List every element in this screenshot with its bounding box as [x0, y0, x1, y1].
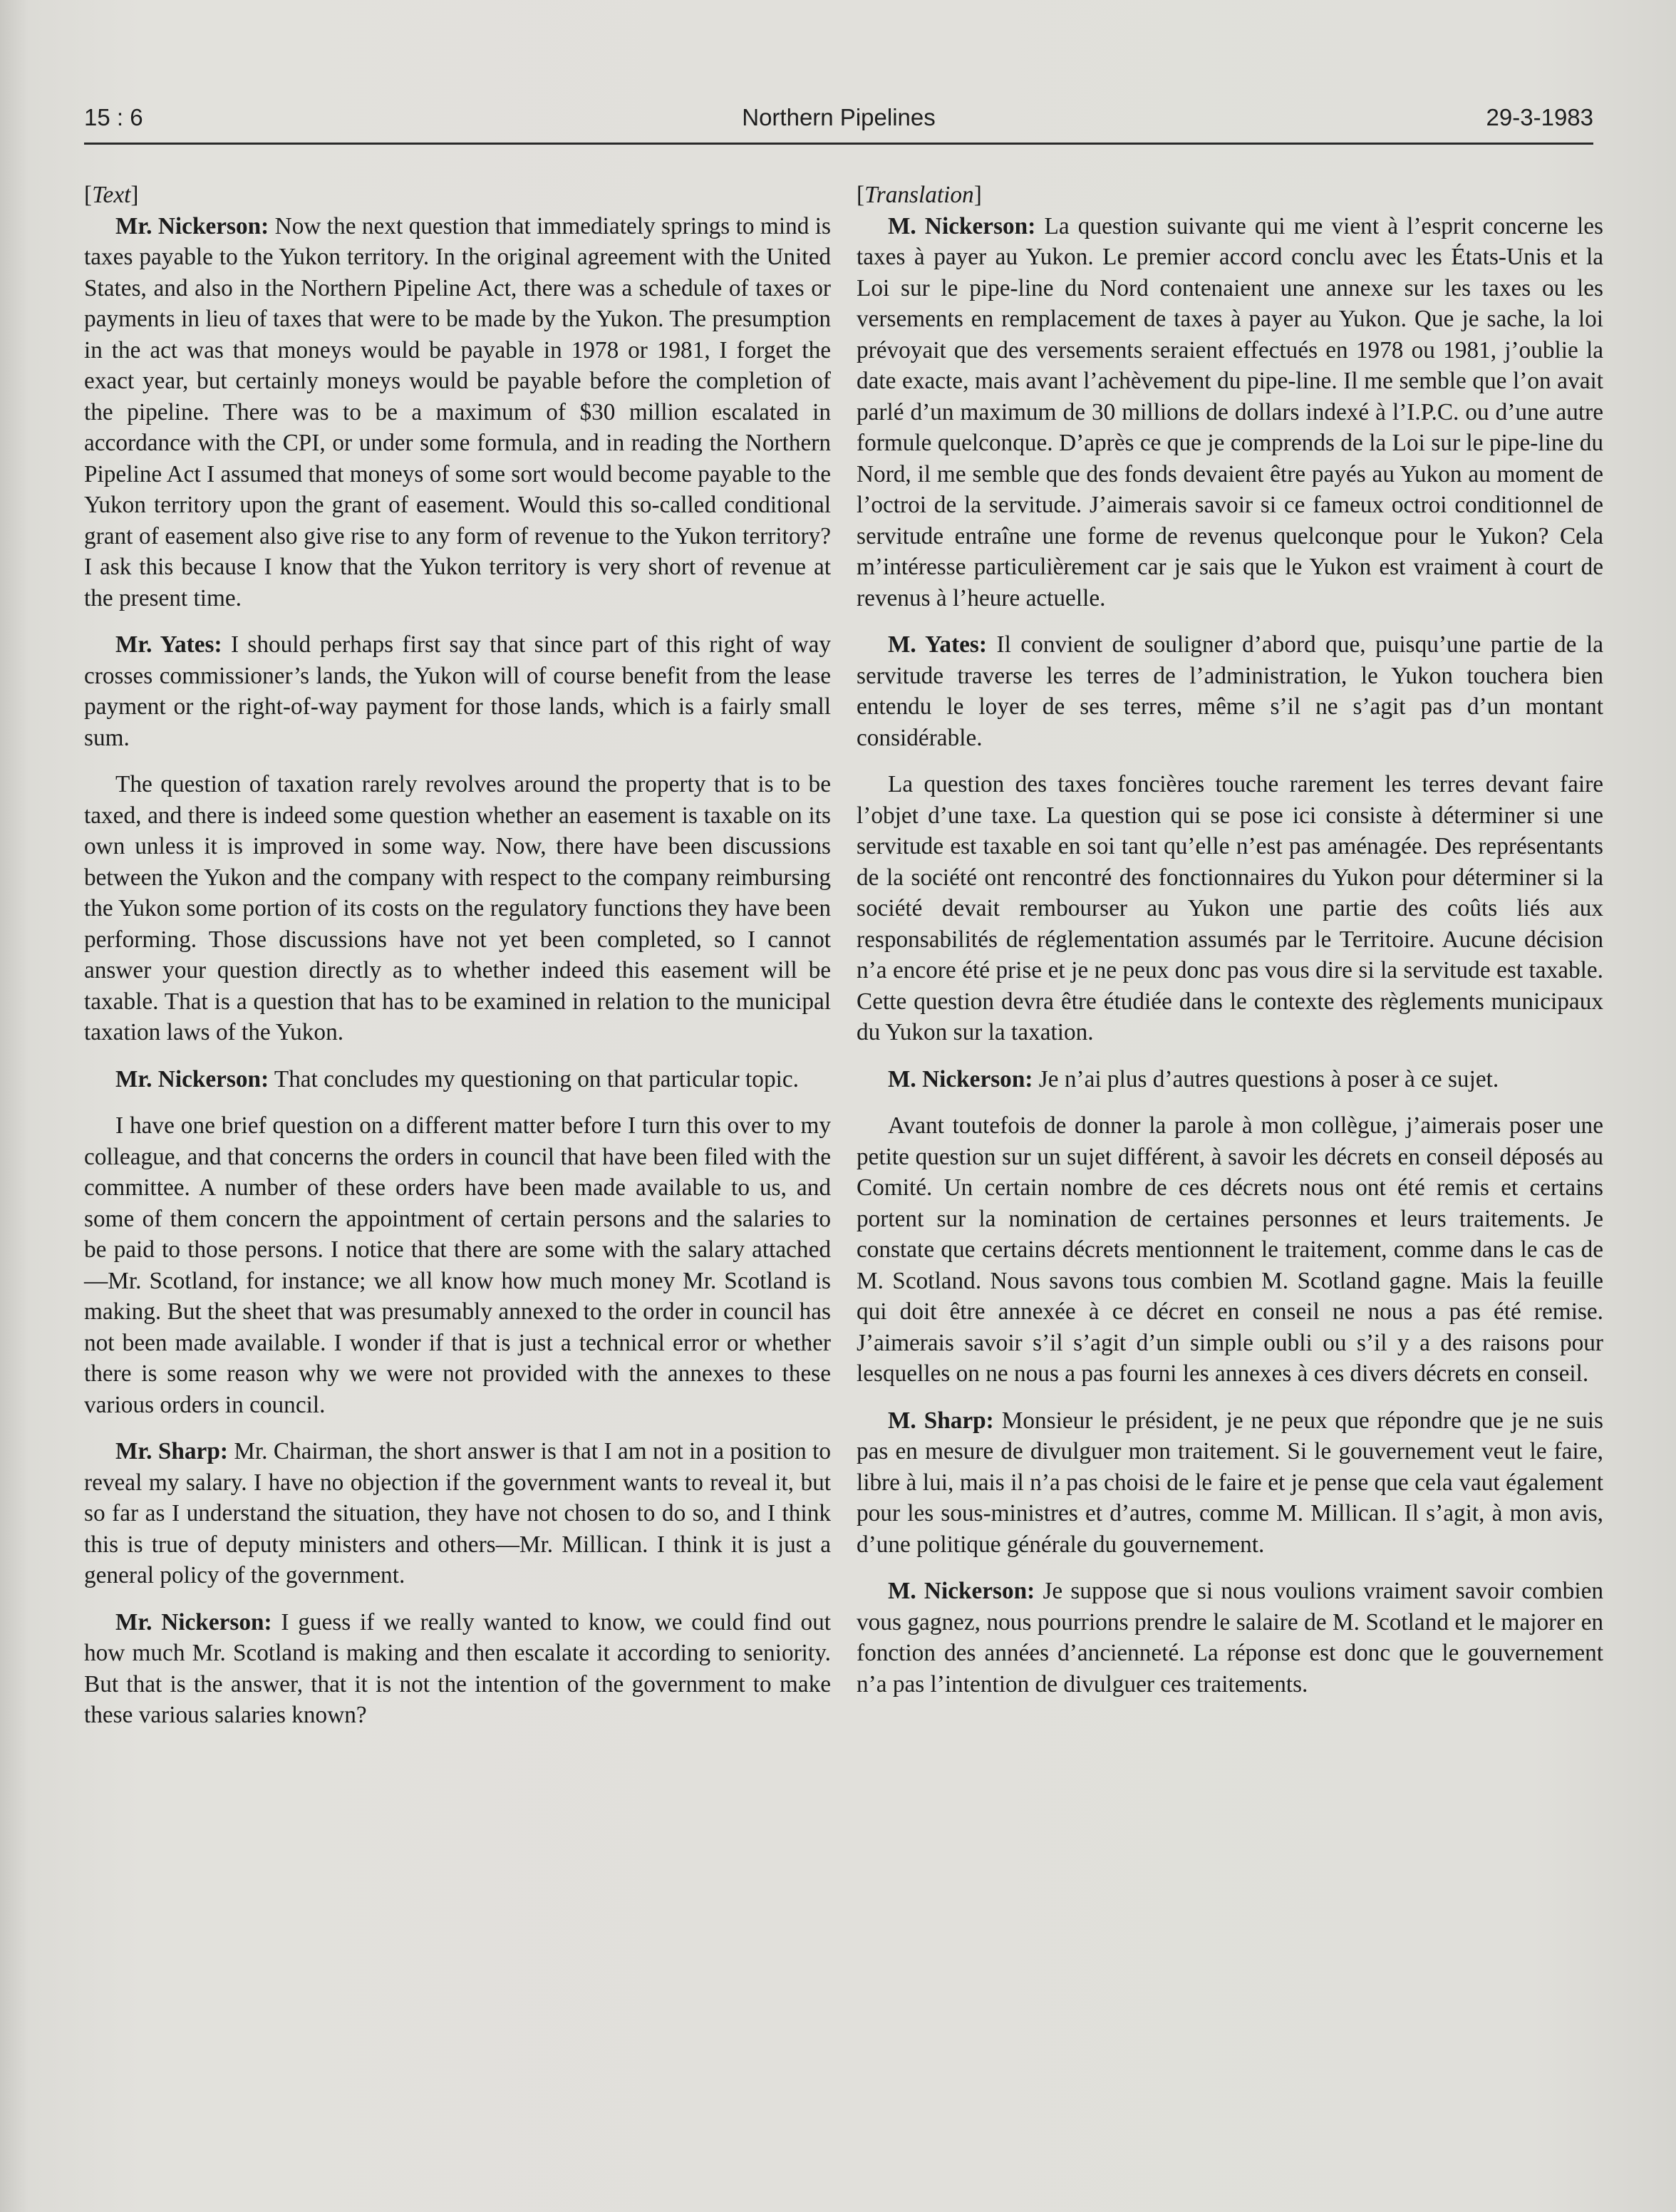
- paragraph-text: That concludes my questioning on that particular topic.: [274, 1065, 799, 1092]
- paragraph-text: I guess if we really wanted to know, we could find out how much Mr. Scotland is making and then escalate it according to seniority. But that is the answer, that it is not the intention of the government to make these various salaries known?: [84, 1608, 831, 1728]
- paragraph-text: Avant toutefois de donner la parole à mon collègue, j’aimerais poser une petite question sur un sujet différent, à savoir les décrets en conseil déposés au Comité. Un certain nombre de ces décrets nous ont été remis et certains portent sur la nomination de certaines personnes et leurs traitements. Je constate que certains décrets mentionnent le traitement, comme dans le cas de M. Scotland. Nous savons tous combien M. Scotland gagne. Mais la feuille qui doit être annexée à ce décret en conseil ne nous a pas été remise. J’aimerais savoir s’il s’agit d’un simple oubli ou s’il y a des raisons pour lesquelles on ne nous a pas fourni les annexes à ces divers décrets en conseil.: [857, 1112, 1603, 1387]
- column-label: [Text]: [84, 182, 139, 208]
- paragraph: [857, 1110, 1603, 1390]
- paragraph-text: Il convient de souligner d’abord que, puisqu’une partie de la servitude traverse les terres de l’administration, le Yukon touchera bien entendu le loyer de ses terres, même s’il ne s’agit pas d’un montant considérable.: [857, 631, 1603, 751]
- speaker-name: Mr. Nickerson:: [115, 212, 269, 239]
- speaker-name: Mr. Sharp:: [115, 1438, 228, 1464]
- column-label: [Translation]: [857, 182, 982, 208]
- speaker-name: M. Sharp:: [888, 1407, 994, 1434]
- speaker-name: M. Nickerson:: [888, 1578, 1035, 1604]
- paragraph: [84, 211, 831, 614]
- paragraph: [857, 1405, 1603, 1561]
- speaker-name: M. Yates:: [888, 631, 987, 658]
- english-column: [84, 180, 831, 1747]
- paragraph-text: The question of taxation rarely revolves around the property that is to be taxed, and there is indeed some question whether an easement is taxable on its own unless it is improved in some way. Now, there have been discussions between the Yukon and the company with respect to the company reimbursing the Yukon some portion of its costs on the regulatory functions they have been performing. Those discussions have not yet been completed, so I cannot answer your question directly as to whether indeed this easement will be taxable. That is a question that has to be examined in relation to the municipal taxation laws of the Yukon.: [84, 771, 831, 1045]
- paragraph-text: Je n’ai plus d’autres questions à poser à ce sujet.: [1038, 1065, 1499, 1092]
- paragraph: [84, 629, 831, 753]
- french-column: [857, 180, 1603, 1715]
- paragraph: [84, 1436, 831, 1591]
- speaker-name: Mr. Nickerson:: [115, 1608, 272, 1635]
- paragraph: [84, 769, 831, 1048]
- running-title: Northern Pipelines: [742, 104, 936, 130]
- paragraph-text: I have one brief question on a different matter before I turn this over to my colleague, and that concerns the orders in council that have been filed with the committee. A number of these orders have been made available to us, and some of them concern the appointment of certain persons and the salaries to be paid to those persons. I notice that there are some with the salary attached—Mr. Scotland, for instance; we all know how much money Mr. Scotland is making. But the sheet that was presumably annexed to the order in council has not been made available. I wonder if that is just a technical error or whether there is some reason why we were not provided with the annexes to these various orders in council.: [84, 1112, 831, 1418]
- speaker-name: M. Nickerson:: [888, 1065, 1033, 1092]
- paragraph-text: I should perhaps first say that since part of this right of way crosses commissioner’s lands, the Yukon will of course benefit from the lease payment or the right-of-way payment for those lands, which is a fairly small sum.: [84, 631, 832, 751]
- page-header: [84, 100, 1593, 145]
- page-number: 15 : 6: [84, 104, 143, 130]
- speaker-name: Mr. Nickerson:: [115, 1065, 269, 1092]
- speaker-name: M. Nickerson:: [888, 212, 1036, 239]
- header-date: 29-3-1983: [1486, 104, 1593, 130]
- paragraph-text: La question des taxes foncières touche rarement les terres devant faire l’objet d’une taxe. La question qui se pose ici consiste à déterminer si une servitude est taxable en soi tant qu’elle n’est pas aménagée. Des représentants de la société ont rencontré des fonctionnaires du Yukon pour déterminer si la société devait rembourser au Yukon une partie des coûts liés aux responsabilités de réglementation assumés par le Territoire. Aucune décision n’a encore été prise et je ne peux donc pas vous dire si la servitude est taxable. Cette question devra être étudiée dans le contexte des règlements municipaux du Yukon sur la taxation.: [857, 771, 1603, 1045]
- paragraph: [857, 211, 1603, 614]
- paragraph-text: Monsieur le président, je ne peux que répondre que je ne suis pas en mesure de divulguer mon traitement. Si le gouvernement veut le faire, libre à lui, mais il n’a pas choisi de le faire et je pense que cela vaut également pour les sous-ministres et d’autres, comme M. Millican. Il s’agit, à mon avis, d’une politique générale du gouvernement.: [857, 1407, 1604, 1558]
- paragraph-text: Mr. Chairman, the short answer is that I am not in a position to reveal my salary. I have no objection if the government wants to reveal it, but so far as I understand the situation, they have not chosen to do so, and I think this is true of deputy ministers and others—Mr. Millican. I think it is just a general policy of the government.: [84, 1438, 831, 1588]
- paragraph-text: Now the next question that immediately springs to mind is taxes payable to the Yukon territory. In the original agreement with the United States, and also in the Northern Pipeline Act, there was a schedule of taxes or payments in lieu of taxes that were to be made by the Yukon. The presumption in the act was that moneys would be payable in 1978 or 1981, I forget the exact year, but certainly moneys would be payable before the completion of the pipeline. There was to be a maximum of $30 million escalated in accordance with the CPI, or under some formula, and in reading the Northern Pipeline Act I assumed that moneys of some sort would become payable to the Yukon territory upon the grant of easement. Would this so-called conditional grant of easement also give rise to any form of revenue to the Yukon territory? I ask this because I know that the Yukon territory is very short of revenue at the present time.: [84, 212, 831, 611]
- paragraph: [857, 769, 1603, 1048]
- speaker-name: Mr. Yates:: [115, 631, 222, 658]
- paragraph: [84, 1110, 831, 1420]
- paragraph-text: Je suppose que si nous voulions vraiment savoir combien vous gagnez, nous pourrions prendre le salaire de M. Scotland et le majorer en fonction des années d’ancienneté. La réponse est donc que le gouvernement n’a pas l’intention de divulguer ces traitements.: [857, 1578, 1603, 1697]
- paragraph: [84, 1064, 831, 1095]
- paragraph: [857, 629, 1603, 753]
- paragraph: [84, 1607, 831, 1731]
- paragraph: [857, 1576, 1603, 1700]
- paragraph: [857, 1064, 1603, 1095]
- paragraph-text: La question suivante qui me vient à l’esprit concerne les taxes à payer au Yukon. Le premier accord conclu avec les États-Unis et la Loi sur le pipe-line du Nord contenaient une annexe sur les taxes ou les versements en remplacement de taxes à payer au Yukon. Que je sache, la loi prévoyait que des versements seraient effectués en 1978 ou 1981, j’oublie la date exacte, mais avant l’achèvement du pipe-line. Il me semble que l’on avait parlé d’un maximum de 30 millions de dollars indexé à l’I.P.C. ou d’une autre formule quelconque. D’après ce que je comprends de la Loi sur le pipe-line du Nord, il me semble que des fonds devaient être payés au Yukon au moment de l’octroi de la servitude. J’aimerais savoir si ce fameux octroi conditionnel de servitude entraîne une forme de revenus quelconque pour le Yukon? Cela m’intéresse particulièrement car je sais que le Yukon est vraiment à court de revenus à l’heure actuelle.: [857, 212, 1603, 611]
